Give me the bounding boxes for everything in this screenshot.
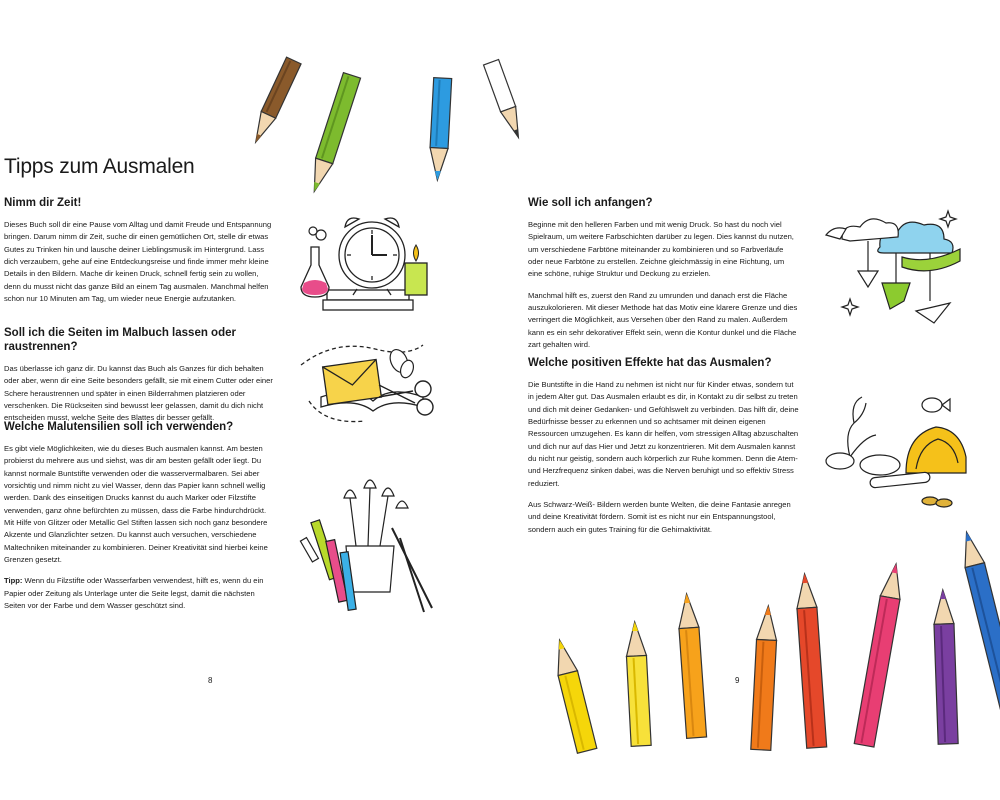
art-supplies-illustration	[296, 468, 446, 618]
section-paragraph: Das überlasse ich ganz dir. Du kannst das Buch als Ganzes für dich behalten oder aber, wenn dir eine Seite besonders gefällt, sie mit einem Cutter oder einer Schere heraustrennen und später in einen Bilderrahmen platzieren oder verschenken. Die Rückseiten sind bewusst leer gelassen, damit du dich nicht entscheiden musst, welche Seite des Blattes dir besser gefällt.	[4, 364, 273, 423]
section-paragraph: Manchmal hilft es, zuerst den Rand zu umrunden und danach erst die Fläche auszukolorieren. Mit dieser Methode hat das Motiv eine klarere Grenze und dies verringert die Möglichkeit, aus Versehen über den Rand zu malen. Außerdem kann es ein sehr dekorativer Effekt sein, wenn die Kontur dunkel und die Fläche zart gehalten wird.	[528, 290, 798, 350]
alarm-clock-illustration	[297, 205, 437, 315]
tip-label: Tipp:	[4, 576, 23, 586]
page-title: Tipps zum Ausmalen	[4, 155, 195, 178]
pencil-light-orange	[677, 593, 707, 738]
tip-text: Wenn du Filzstifte oder Wasserfarben verwendest, hilft es, wenn du ein Papier oder Zeitung als Unterlage unter die Seite legst, damit die nächsten Seiten vor der Farbe und dem Wasser geschützt sind.	[4, 576, 264, 611]
pencil-pink	[854, 562, 906, 747]
section-paragraph: Aus Schwarz-Weiß- Bildern werden bunte Welten, die deine Fantasie anregen und deine Kreativität fördern. Somit ist es nicht nur ein Entspannungstool, sondern auch ein gutes Training für die Gehirnaktivität.	[528, 500, 791, 534]
pencil-dark-blue	[957, 530, 1000, 742]
section-heading: Welche Malutensilien soll ich verwenden?	[4, 421, 234, 433]
pencil-red	[795, 573, 827, 748]
section-heading: Wie soll ich anfangen?	[528, 197, 653, 209]
pencil-purple	[933, 590, 958, 745]
page-number-right: 9	[735, 676, 740, 685]
section-heading: Soll ich die Seiten im Malbuch lassen oder raustrennen?	[4, 327, 236, 353]
section-heading: Nimm dir Zeit!	[4, 197, 82, 209]
pencil-yellow-2	[625, 621, 651, 746]
pencil-yellow	[550, 638, 597, 753]
scissors-envelope-illustration	[295, 335, 445, 435]
section-paragraph: Dieses Buch soll dir eine Pause vom Alltag und damit Freude und Entspannung bringen. Darum nimm dir Zeit, suche dir einen gemütlichen Ort, stelle dir etwas Gutes zu Trinken hin und lausche deiner Lieblingsmusik im Hintergrund. Lass dich verzaubern, gehe auf eine Entdeckungsreise und finde immer mehr kleine Details in den Bildern. Mache dir keinen Druck, schnell fertig sein zu wollen, denn du musst nicht das ganze Bild an einem Tag ausmalen. Manchmal helfen schon nur 10 Minuten am Tag, um wieder neue Energie aufzutanken.	[4, 220, 272, 304]
section-paragraph: Beginne mit den helleren Farben und mit wenig Druck. So hast du noch viel Spielraum, um weitere Farbschichten darüber zu legen. Dies kannst du nutzen, um verschiedene Farbtöne miteinander zu kombinieren und so Farbverläufe oder neue Farbtöne zu erstellen. Zeichne gleichmässig in eine Richtung, um eine schöne, ruhige Struktur und Deckung zu erzielen.	[528, 220, 794, 279]
section-paragraph: Es gibt viele Möglichkeiten, wie du dieses Buch ausmalen kannst. Am besten probierst du mehrere aus und siehst, was dir am besten gefällt oder liegt. Du kannst normale Buntstifte verwenden oder die wasservermalbaren. Sei aber vorsichtig und nimm nicht zu viel Wasser, denn das Papier kann schnell wellig werden. Dank des einseitigen Drucks kannst du auch Marker oder Filzstifte verwenden, ganz ohne befürchten zu müssen, dass die Farbe hindurchdrückt. Mit Hilfe von Glitzer oder Metallic Gel Stiften lassen sich noch ganz besondere Akzente und Glanzlichter setzen. Du kannst auch versuchen, verschiedene Maltechniken miteinander zu kombinieren. Deiner Kreativität sind hierbei keine Grenzen gesetzt.	[4, 444, 268, 565]
section-paragraph: Die Buntstifte in die Hand zu nehmen ist nicht nur für Kinder etwas, sondern tut in jedem Alter gut. Das Ausmalen erlaubt es dir, in Kontakt zu dir selbst zu treten und dich mit deiner Gedanken- und Gefühlswelt zu verbinden. Das hilft dir, deine Bedürfnisse besser zu erkennen und so achtsamer mit deinen eigenen Ressourcen umzugehen. Es kann dir helfen, vom stressigen Alltag abzuschalten und dich nur auf das Hier und Jetzt zu konzentrieren. Mit dem Ausmalen kannst du nicht nur geistig, sondern auch körperlich zur Ruhe kommen. Denn die Atem- und Herzfrequenz sinken dabei, was die Nerven beruhigt und so effektiv Stress reduziert.	[528, 380, 799, 488]
coral-treasure-illustration	[820, 383, 970, 513]
clouds-origami-illustration	[820, 205, 970, 335]
pencil-orange	[751, 605, 779, 750]
section-heading: Welche positiven Effekte hat das Ausmalen?	[528, 357, 772, 369]
page-number-left: 8	[208, 676, 213, 685]
